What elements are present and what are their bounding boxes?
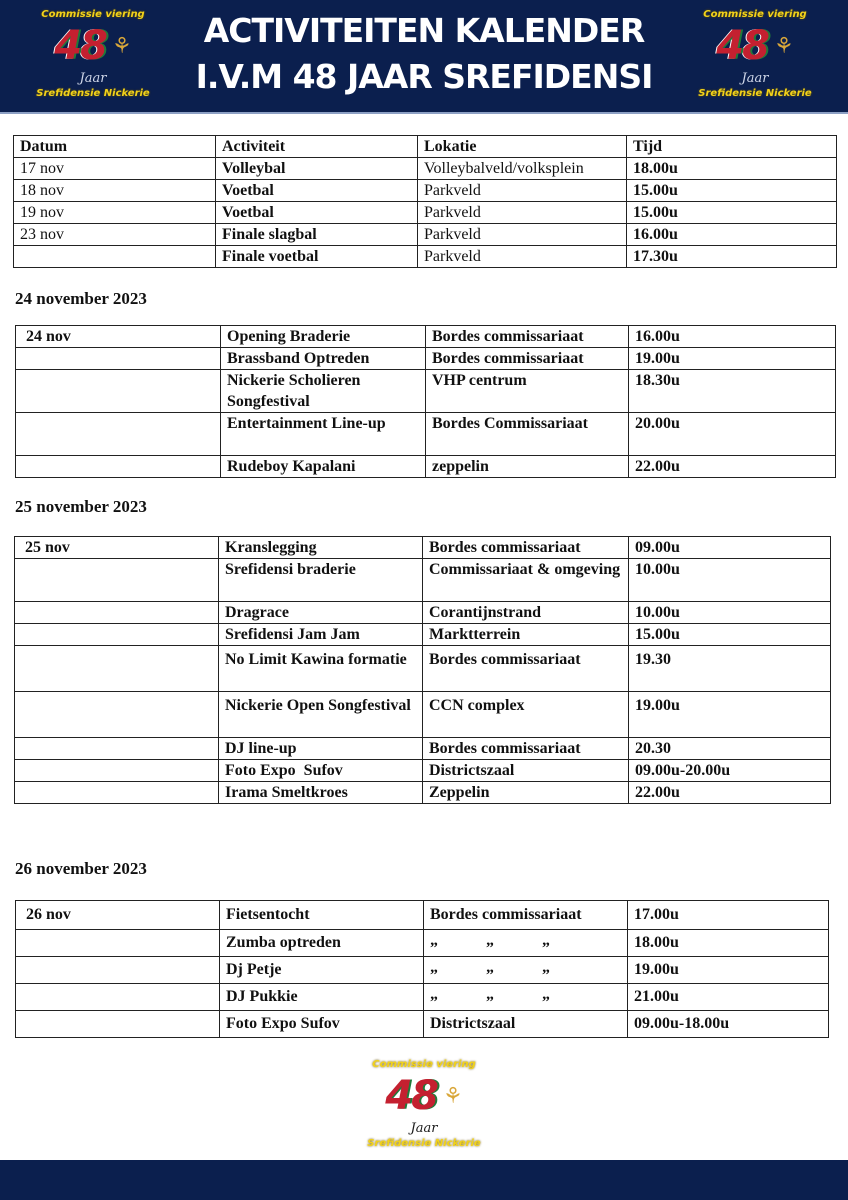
logo-emblem bbox=[716, 21, 793, 71]
cell-tijd: 09.00u bbox=[629, 537, 831, 559]
cell-tijd: 15.00u bbox=[627, 202, 837, 224]
cell-lokatie-ditto: „ „ „ bbox=[424, 957, 628, 984]
cell-activiteit: Rudeboy Kapalani bbox=[221, 456, 426, 478]
cell-lokatie: Bordes Commissariaat bbox=[426, 413, 629, 456]
table-row bbox=[16, 1011, 829, 1038]
header-banner bbox=[0, 0, 848, 114]
logo-jaar: Jaar bbox=[741, 71, 769, 86]
cell-datum: 26 nov bbox=[16, 901, 220, 930]
cell-datum bbox=[15, 738, 219, 760]
wheat-icon: ⚘ bbox=[773, 33, 794, 58]
cell-datum bbox=[15, 760, 219, 782]
cell-datum bbox=[16, 957, 220, 984]
logo-top-text: Commissie viering bbox=[41, 9, 145, 20]
cell-activiteit: Nickerie Scholieren Songfestival bbox=[221, 370, 426, 413]
cell-datum bbox=[15, 602, 219, 624]
cell-lokatie: VHP centrum bbox=[426, 370, 629, 413]
section-label-26-november: 26 november 2023 bbox=[15, 859, 147, 878]
cell-lokatie: Zeppelin bbox=[423, 782, 629, 804]
logo-right bbox=[680, 8, 830, 108]
cell-datum bbox=[15, 559, 219, 602]
table-row bbox=[16, 984, 829, 1011]
table-row bbox=[15, 537, 831, 559]
logo-bottom-text: Srefidensie Nickerie bbox=[698, 88, 812, 99]
cell-tijd: 17.30u bbox=[627, 246, 837, 268]
cell-lokatie-ditto: „ „ „ bbox=[424, 930, 628, 957]
logo-top-text: Commissie viering bbox=[703, 9, 807, 20]
schedule-table-25-november bbox=[14, 536, 831, 804]
section-label-24-november: 24 november 2023 bbox=[15, 289, 147, 308]
cell-activiteit: Kranslegging bbox=[219, 537, 423, 559]
table-row bbox=[16, 957, 829, 984]
cell-tijd: 16.00u bbox=[629, 326, 836, 348]
cell-datum: 18 nov bbox=[14, 180, 216, 202]
table-row bbox=[16, 348, 836, 370]
cell-lokatie: Bordes commissariaat bbox=[426, 348, 629, 370]
cell-activiteit: No Limit Kawina formatie bbox=[219, 646, 423, 692]
cell-activiteit: Irama Smeltkroes bbox=[219, 782, 423, 804]
cell-datum bbox=[16, 413, 221, 456]
logo-left bbox=[18, 8, 168, 108]
footer-bar bbox=[0, 1160, 848, 1200]
logo-top-text: Commissie viering bbox=[372, 1059, 476, 1070]
table-row bbox=[15, 646, 831, 692]
table-row bbox=[14, 246, 837, 268]
table-row bbox=[16, 901, 829, 930]
cell-activiteit: Fietsentocht bbox=[220, 901, 424, 930]
cell-lokatie: Bordes commissariaat bbox=[423, 646, 629, 692]
cell-tijd: 18.00u bbox=[627, 158, 837, 180]
cell-activiteit: Foto Expo Sufov bbox=[220, 1011, 424, 1038]
title-line-2: I.V.M 48 JAAR SREFIDENSI bbox=[195, 57, 653, 96]
table-row bbox=[16, 456, 836, 478]
cell-datum: 17 nov bbox=[14, 158, 216, 180]
cell-activiteit: Nickerie Open Songfestival bbox=[219, 692, 423, 738]
cell-activiteit: Foto Expo Sufov bbox=[219, 760, 423, 782]
cell-datum: 24 nov bbox=[16, 326, 221, 348]
cell-activiteit: Voetbal bbox=[216, 202, 418, 224]
table-row bbox=[15, 602, 831, 624]
cell-activiteit: Brassband Optreden bbox=[221, 348, 426, 370]
cell-tijd: 16.00u bbox=[627, 224, 837, 246]
cell-tijd: 19.30 bbox=[629, 646, 831, 692]
cell-tijd: 19.00u bbox=[629, 692, 831, 738]
table-row bbox=[16, 326, 836, 348]
logo-emblem bbox=[385, 1071, 462, 1121]
cell-lokatie: Districtszaal bbox=[424, 1011, 628, 1038]
cell-activiteit: Opening Braderie bbox=[221, 326, 426, 348]
logo-bottom-text: Srefidensie Nickerie bbox=[367, 1138, 481, 1149]
cell-activiteit: Volleybal bbox=[216, 158, 418, 180]
section-label-25-november: 25 november 2023 bbox=[15, 497, 147, 516]
column-header-datum: Datum bbox=[14, 136, 216, 158]
cell-datum: 25 nov bbox=[15, 537, 219, 559]
logo-number: 48 bbox=[54, 23, 106, 69]
cell-lokatie: CCN complex bbox=[423, 692, 629, 738]
cell-activiteit: Dragrace bbox=[219, 602, 423, 624]
cell-lokatie: Bordes commissariaat bbox=[424, 901, 628, 930]
cell-tijd: 20.30 bbox=[629, 738, 831, 760]
cell-activiteit: Voetbal bbox=[216, 180, 418, 202]
table-header-row bbox=[14, 136, 837, 158]
cell-datum bbox=[15, 624, 219, 646]
cell-tijd: 15.00u bbox=[629, 624, 831, 646]
cell-activiteit: DJ line-up bbox=[219, 738, 423, 760]
cell-tijd: 22.00u bbox=[629, 782, 831, 804]
logo-number: 48 bbox=[385, 1073, 437, 1119]
cell-lokatie: Corantijnstrand bbox=[423, 602, 629, 624]
table-row bbox=[16, 413, 836, 456]
column-header-lokatie: Lokatie bbox=[418, 136, 627, 158]
page-title bbox=[185, 8, 663, 100]
table-row bbox=[14, 224, 837, 246]
cell-datum bbox=[16, 984, 220, 1011]
cell-activiteit: Srefidensi braderie bbox=[219, 559, 423, 602]
logo-jaar: Jaar bbox=[79, 71, 107, 86]
logo-footer bbox=[349, 1058, 499, 1158]
column-header-tijd: Tijd bbox=[627, 136, 837, 158]
table-row bbox=[15, 692, 831, 738]
cell-datum: 19 nov bbox=[14, 202, 216, 224]
cell-datum bbox=[16, 930, 220, 957]
cell-tijd: 09.00u-18.00u bbox=[628, 1011, 829, 1038]
cell-lokatie: Bordes commissariaat bbox=[426, 326, 629, 348]
cell-tijd: 09.00u-20.00u bbox=[629, 760, 831, 782]
cell-activiteit: DJ Pukkie bbox=[220, 984, 424, 1011]
cell-activiteit: Finale slagbal bbox=[216, 224, 418, 246]
table-row bbox=[14, 180, 837, 202]
table-row bbox=[16, 930, 829, 957]
cell-activiteit: Finale voetbal bbox=[216, 246, 418, 268]
logo-number: 48 bbox=[716, 23, 768, 69]
cell-datum bbox=[16, 370, 221, 413]
cell-lokatie: Parkveld bbox=[418, 246, 627, 268]
cell-tijd: 18.30u bbox=[629, 370, 836, 413]
cell-lokatie: Marktterrein bbox=[423, 624, 629, 646]
table-row bbox=[15, 782, 831, 804]
schedule-table-general bbox=[13, 135, 837, 268]
table-row bbox=[16, 370, 836, 413]
title-line-1: ACTIVITEITEN KALENDER bbox=[203, 11, 645, 50]
cell-tijd: 10.00u bbox=[629, 602, 831, 624]
cell-datum bbox=[15, 782, 219, 804]
cell-datum: 23 nov bbox=[14, 224, 216, 246]
wheat-icon: ⚘ bbox=[111, 33, 132, 58]
schedule-table-24-november bbox=[15, 325, 836, 478]
table-row bbox=[15, 738, 831, 760]
cell-activiteit: Srefidensi Jam Jam bbox=[219, 624, 423, 646]
cell-tijd: 19.00u bbox=[629, 348, 836, 370]
cell-datum bbox=[15, 692, 219, 738]
logo-bottom-text: Srefidensie Nickerie bbox=[36, 88, 150, 99]
cell-lokatie: Commissariaat & omgeving bbox=[423, 559, 629, 602]
column-header-activiteit: Activiteit bbox=[216, 136, 418, 158]
table-row bbox=[14, 158, 837, 180]
cell-lokatie: Parkveld bbox=[418, 202, 627, 224]
table-row bbox=[15, 624, 831, 646]
schedule-table-26-november bbox=[15, 900, 829, 1038]
cell-datum bbox=[14, 246, 216, 268]
cell-tijd: 19.00u bbox=[628, 957, 829, 984]
cell-lokatie-ditto: „ „ „ bbox=[424, 984, 628, 1011]
cell-tijd: 20.00u bbox=[629, 413, 836, 456]
cell-datum bbox=[15, 646, 219, 692]
logo-emblem bbox=[54, 21, 131, 71]
cell-lokatie: Volleybalveld/volksplein bbox=[418, 158, 627, 180]
cell-tijd: 15.00u bbox=[627, 180, 837, 202]
cell-tijd: 21.00u bbox=[628, 984, 829, 1011]
logo-jaar: Jaar bbox=[410, 1121, 438, 1136]
cell-tijd: 17.00u bbox=[628, 901, 829, 930]
cell-lokatie: Parkveld bbox=[418, 224, 627, 246]
cell-lokatie: zeppelin bbox=[426, 456, 629, 478]
cell-lokatie: Districtszaal bbox=[423, 760, 629, 782]
cell-activiteit: Entertainment Line-up bbox=[221, 413, 426, 456]
cell-tijd: 22.00u bbox=[629, 456, 836, 478]
cell-activiteit: Dj Petje bbox=[220, 957, 424, 984]
wheat-icon: ⚘ bbox=[442, 1083, 463, 1108]
cell-datum bbox=[16, 1011, 220, 1038]
cell-datum bbox=[16, 456, 221, 478]
cell-datum bbox=[16, 348, 221, 370]
cell-tijd: 10.00u bbox=[629, 559, 831, 602]
cell-lokatie: Bordes commissariaat bbox=[423, 537, 629, 559]
table-row bbox=[14, 202, 837, 224]
cell-lokatie: Bordes commissariaat bbox=[423, 738, 629, 760]
cell-activiteit: Zumba optreden bbox=[220, 930, 424, 957]
table-row bbox=[15, 760, 831, 782]
cell-lokatie: Parkveld bbox=[418, 180, 627, 202]
table-row bbox=[15, 559, 831, 602]
cell-tijd: 18.00u bbox=[628, 930, 829, 957]
